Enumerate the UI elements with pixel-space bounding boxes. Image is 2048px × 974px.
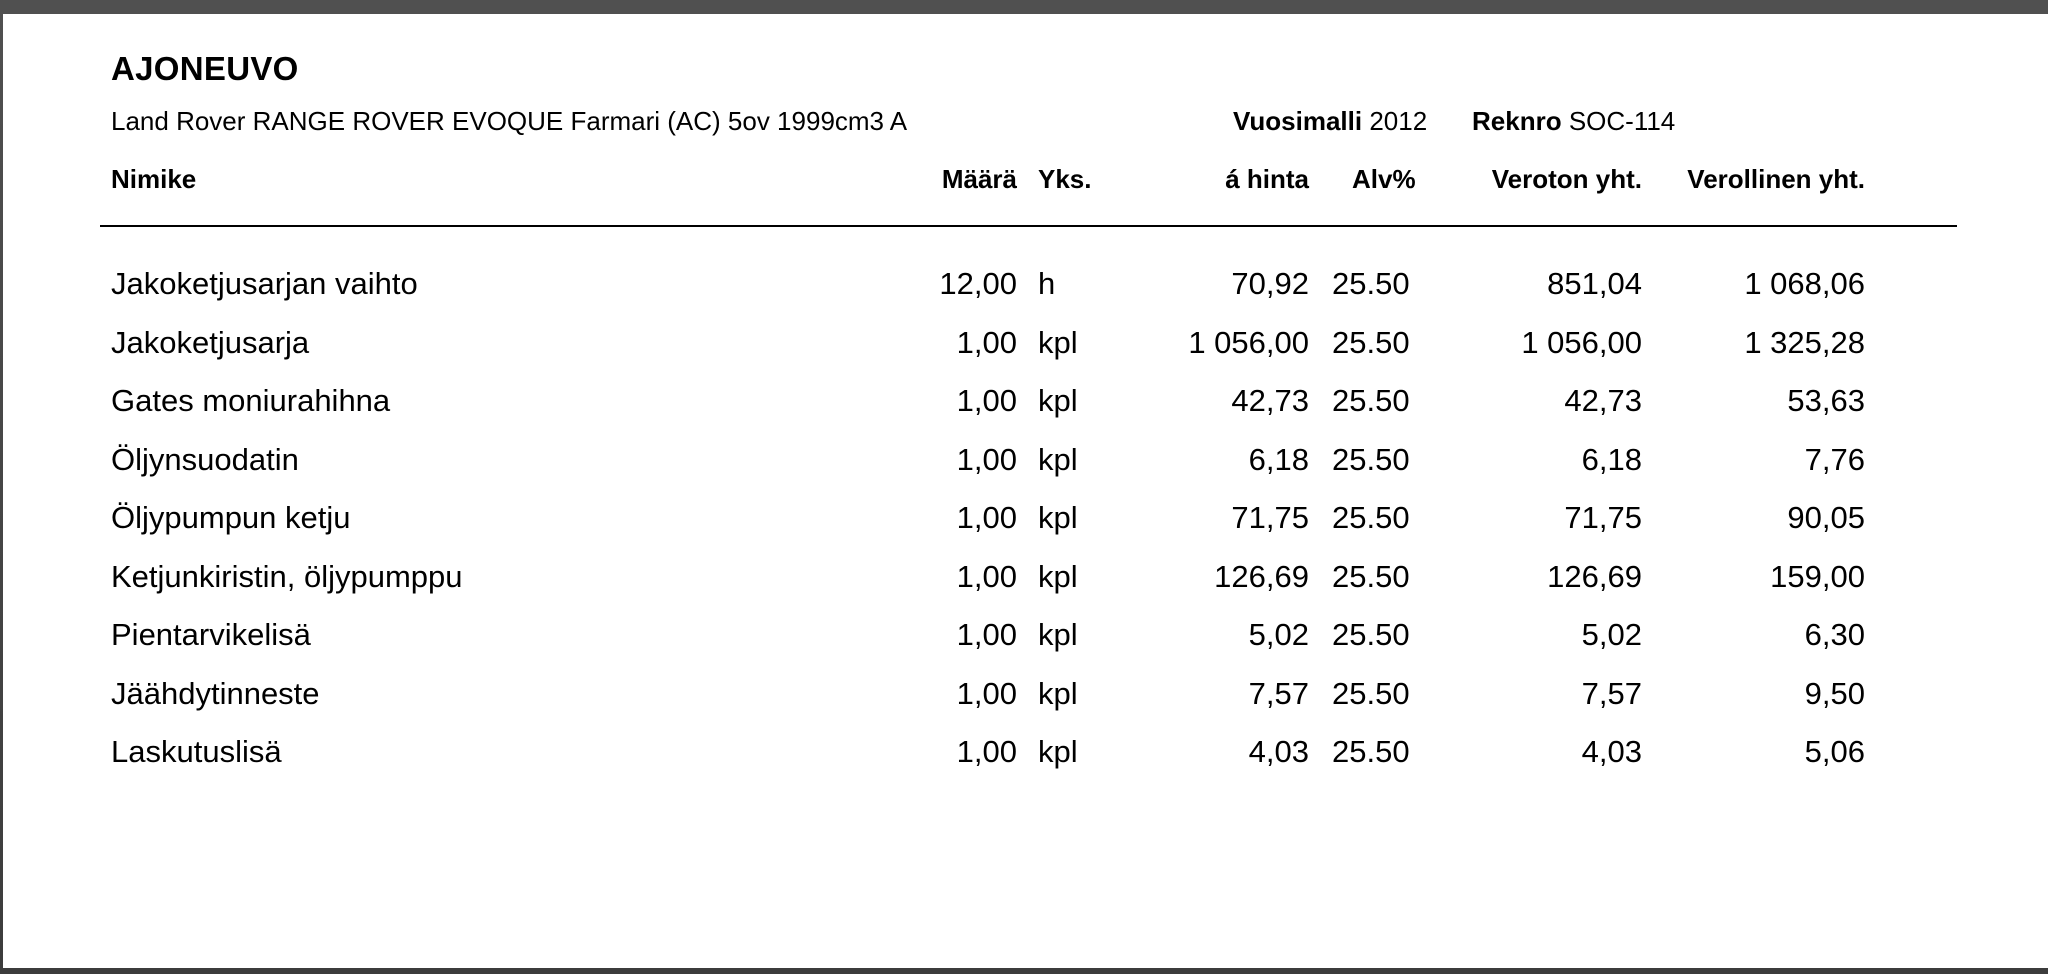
line-items — [3, 266, 2048, 793]
item-net-total: 851,04 — [1547, 266, 1642, 301]
item-gross-total: 53,63 — [1787, 383, 1865, 418]
item-vat: 25.50 — [1332, 734, 1410, 769]
item-net-total: 126,69 — [1547, 558, 1642, 594]
model-year — [1233, 106, 1427, 137]
registration-number — [1472, 106, 1675, 137]
header-gross-total: Verollinen yht. — [1687, 164, 1865, 194]
item-unit-price: 42,73 — [1231, 383, 1309, 418]
header-name: Nimike — [111, 164, 197, 194]
table-row — [3, 442, 2048, 501]
model-year-value: 2012 — [1369, 106, 1428, 136]
item-gross-total: 90,05 — [1787, 500, 1865, 535]
registration-label: Reknro — [1472, 106, 1562, 136]
item-unit: kpl — [1038, 441, 1078, 477]
item-vat: 25.50 — [1332, 558, 1410, 594]
item-unit: kpl — [1038, 558, 1078, 594]
item-name: Gates moniurahihna — [111, 383, 391, 418]
section-title: AJONEUVO — [111, 50, 299, 87]
item-unit-price: 70,92 — [1231, 266, 1309, 301]
document-page — [3, 14, 2048, 968]
item-gross-total: 1 325,28 — [1744, 324, 1865, 360]
table-row — [3, 325, 2048, 384]
table-row — [3, 617, 2048, 676]
item-quantity: 1,00 — [956, 500, 1017, 535]
header-net-total: Veroton yht. — [1491, 164, 1642, 194]
item-name: Laskutuslisä — [111, 734, 282, 769]
item-gross-total: 1 068,06 — [1744, 266, 1865, 301]
item-net-total: 5,02 — [1581, 617, 1642, 652]
item-quantity: 1,00 — [956, 617, 1017, 652]
item-net-total: 1 056,00 — [1521, 324, 1642, 360]
item-name: Öljypumpun ketju — [111, 500, 351, 535]
item-name: Öljynsuodatin — [111, 441, 299, 477]
table-row — [3, 559, 2048, 618]
item-unit: kpl — [1038, 734, 1078, 769]
item-unit-price: 71,75 — [1231, 500, 1309, 535]
item-vat: 25.50 — [1332, 617, 1410, 652]
item-gross-total: 7,76 — [1804, 441, 1865, 477]
item-gross-total: 6,30 — [1804, 617, 1865, 652]
item-name: Jakoketjusarja — [111, 324, 310, 360]
header-unit-price: á hinta — [1225, 164, 1309, 194]
item-unit-price: 4,03 — [1248, 734, 1309, 769]
item-unit: kpl — [1038, 500, 1078, 535]
item-net-total: 71,75 — [1564, 500, 1642, 535]
item-unit: kpl — [1038, 383, 1078, 418]
item-name: Jäähdytinneste — [111, 675, 320, 711]
item-unit: kpl — [1038, 324, 1078, 360]
item-quantity: 12,00 — [939, 266, 1017, 301]
item-vat: 25.50 — [1332, 500, 1410, 535]
item-net-total: 4,03 — [1581, 734, 1642, 769]
table-row — [3, 383, 2048, 442]
table-row — [3, 266, 2048, 325]
item-unit-price: 5,02 — [1248, 617, 1309, 652]
item-quantity: 1,00 — [956, 558, 1017, 594]
header-divider — [100, 225, 1957, 227]
item-net-total: 7,57 — [1581, 675, 1642, 711]
item-net-total: 42,73 — [1564, 383, 1642, 418]
item-vat: 25.50 — [1332, 266, 1410, 301]
item-quantity: 1,00 — [956, 734, 1017, 769]
header-vat: Alv% — [1352, 164, 1416, 194]
item-unit-price: 1 056,00 — [1188, 324, 1309, 360]
item-vat: 25.50 — [1332, 675, 1410, 711]
item-unit: kpl — [1038, 617, 1078, 652]
table-row — [3, 676, 2048, 735]
item-gross-total: 159,00 — [1770, 558, 1865, 594]
item-vat: 25.50 — [1332, 383, 1410, 418]
item-vat: 25.50 — [1332, 324, 1410, 360]
item-unit-price: 7,57 — [1248, 675, 1309, 711]
item-unit-price: 126,69 — [1214, 558, 1309, 594]
item-gross-total: 5,06 — [1804, 734, 1865, 769]
vehicle-description: Land Rover RANGE ROVER EVOQUE Farmari (AC) 5ov 1999cm3 A — [111, 106, 908, 136]
model-year-label: Vuosimalli — [1233, 106, 1363, 136]
item-name: Pientarvikelisä — [111, 617, 311, 652]
item-name: Jakoketjusarjan vaihto — [111, 266, 418, 301]
table-row — [3, 734, 2048, 793]
item-quantity: 1,00 — [956, 441, 1017, 477]
header-quantity: Määrä — [941, 164, 1017, 194]
item-vat: 25.50 — [1332, 441, 1410, 477]
item-gross-total: 9,50 — [1804, 675, 1865, 711]
item-name: Ketjunkiristin, öljypumppu — [111, 558, 463, 594]
item-unit-price: 6,18 — [1248, 441, 1309, 477]
item-unit: kpl — [1038, 675, 1078, 711]
registration-value: SOC-114 — [1568, 106, 1676, 136]
item-quantity: 1,00 — [956, 383, 1017, 418]
item-net-total: 6,18 — [1581, 441, 1642, 477]
item-quantity: 1,00 — [956, 324, 1017, 360]
table-row — [3, 500, 2048, 559]
header-unit: Yks. — [1038, 164, 1092, 194]
item-unit: h — [1038, 266, 1056, 301]
item-quantity: 1,00 — [956, 675, 1017, 711]
